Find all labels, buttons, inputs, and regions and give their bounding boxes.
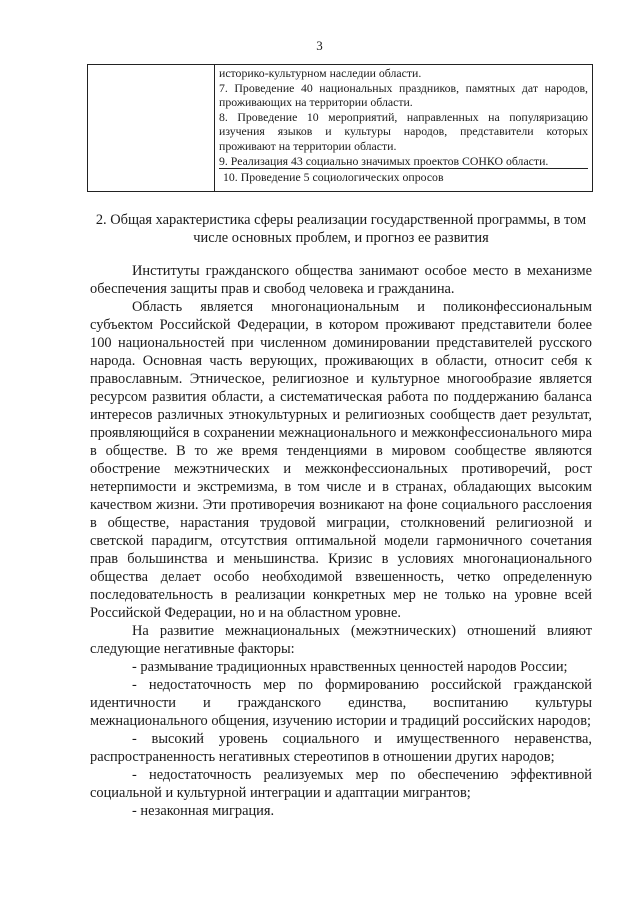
page-number: 3: [316, 38, 323, 53]
factor-item: - высокий уровень социального и имущественного неравенства, распространенность негативных стереотипов в отношении других народов;: [90, 731, 592, 765]
body-paragraph: На развитие межнациональных (межэтнических) отношений влияют следующие негативные факторы:: [90, 623, 592, 657]
table-line: историко-культурном наследии области.: [219, 66, 422, 80]
factor-item: - недостаточность мер по формированию российской гражданской идентичности и гражданского единства, воспитанию культуры межнационального общения, изучению истории и традиций российских народов;: [90, 677, 592, 729]
table-line: 8. Проведение 10 мероприятий, направленных на популяризацию изучения языков и культуры народов, представители которых проживают на территории области.: [219, 109, 588, 153]
table-left-column: [88, 65, 215, 191]
program-table-fragment: [87, 64, 593, 192]
factor-item: - недостаточность реализуемых мер по обеспечению эффективной социальной и культурной интеграции и адаптации мигрантов;: [90, 767, 592, 801]
body-paragraph: Институты гражданского общества занимают особое место в механизме обеспечения защиты прав и свобод человека и гражданина.: [90, 263, 592, 297]
factor-item: - незаконная миграция.: [132, 803, 275, 819]
section-body: [90, 262, 592, 820]
table-line: 9. Реализация 43 социально значимых проектов СОНКО области.: [219, 153, 549, 168]
body-paragraph: Область является многонациональным и поликонфессиональным субъектом Российской Федерации, в котором проживают представители более 100 национальностей при численном доминировании представителей русского народа. Основная часть верующих, проживающих в области, относит себя к православным. Этническое, религиозное и культурное многообразие является ресурсом развития области, а систематическая работа по поддержанию баланса интересов различных этнокультурных и религиозных сообществ дает результат, проявляющийся в сохранении межнационального и межконфессионального мира в обществе. В то же время тенденциями в мировом сообществе являются обострение межэтнических и межконфессиональных противоречий, рост нетерпимости и экстремизма, в том числе и в странах, обладающих высоким качеством жизни. Эти противоречия возникают на фоне социального расслоения в обществе, нарастания трудовой миграции, столкновений религиозной и светской парадигм, отсутствия оптимальной модели гармоничного сочетания прав большинства и меньшинства. Кризис в условиях многонационального общества делает особо необходимой взвешенность, четко определенную последовательность в реализации конкретных мер не только на уровне всей Российской Федерации, но и на областном уровне.: [90, 299, 592, 621]
factor-item: - размывание традиционных нравственных ценностей народов России;: [132, 659, 568, 675]
table-line: 7. Проведение 40 национальных праздников, памятных дат народов, проживающих на территории области.: [219, 80, 588, 110]
table-line: 10. Проведение 5 социологических опросов: [219, 168, 588, 185]
table-right-column: [215, 65, 592, 191]
section-heading: 2. Общая характеристика сферы реализации государственной программы, в том числе основных проблем, и прогноз ее развития: [95, 212, 587, 246]
